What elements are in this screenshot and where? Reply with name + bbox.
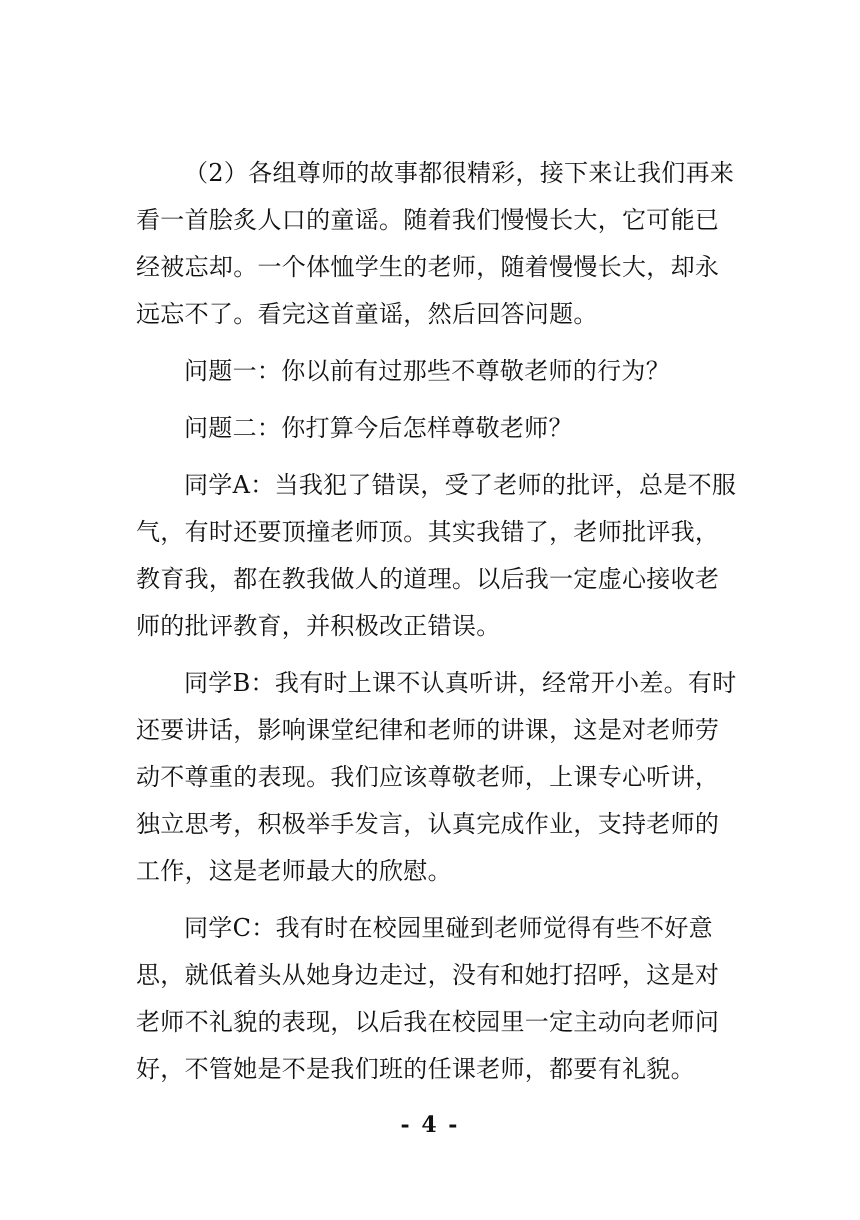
text-line: （2）各组尊师的故事都很精彩，接下来让我们再来	[184, 159, 735, 187]
text-line: 经被忘却。一个体恤学生的老师，随着慢慢长大，却永	[136, 253, 720, 281]
paragraph-student-b	[136, 660, 746, 895]
text-line: 气，有时还要顶撞老师顶。其实我错了，老师批评我，	[136, 518, 720, 546]
paragraph-spacer	[136, 452, 746, 462]
page-number: - 4 -	[400, 1112, 460, 1138]
text-line: 远忘不了。看完这首童谣，然后回答问题。	[136, 300, 598, 328]
paragraph-question-one	[136, 348, 746, 395]
paragraph-spacer	[136, 338, 746, 348]
text-line: 老师不礼貌的表现，以后我在校园里一定主动向老师问	[136, 1008, 720, 1036]
paragraph-spacer	[136, 395, 746, 405]
text-line: 同学B：我有时上课不认真听讲，经常开小差。有时	[184, 669, 737, 697]
text-line: 还要讲话，影响课堂纪律和老师的讲课，这是对老师劳	[136, 716, 720, 744]
text-line: 教育我，都在教我做人的道理。以后我一定虚心接收老	[136, 565, 720, 593]
text-line: 动不尊重的表现。我们应该尊敬老师，上课专心听讲，	[136, 763, 720, 791]
paragraph-spacer	[136, 650, 746, 660]
text-line: 独立思考，积极举手发言，认真完成作业，支持老师的	[136, 810, 720, 838]
paragraph-student-a	[136, 462, 746, 650]
paragraph-question-two	[136, 405, 746, 452]
text-line: 问题一：你以前有过那些不尊敬老师的行为？	[184, 357, 670, 385]
paragraph-student-c	[136, 905, 746, 1093]
text-line: 思，就低着头从她身边走过，没有和她打招呼，这是对	[136, 961, 720, 989]
paragraph-intro	[136, 150, 746, 338]
text-line: 看一首脍炙人口的童谣。随着我们慢慢长大，它可能已	[136, 206, 720, 234]
text-line: 工作，这是老师最大的欣慰。	[136, 857, 452, 885]
text-line: 问题二：你打算今后怎样尊敬老师？	[184, 414, 573, 442]
text-line: 同学C：我有时在校园里碰到老师觉得有些不好意	[184, 914, 713, 942]
document-body	[136, 150, 746, 1093]
text-line: 好，不管她是不是我们班的任课老师，都要有礼貌。	[136, 1055, 695, 1083]
text-line: 师的批评教育，并积极改正错误。	[136, 612, 501, 640]
text-line: 同学A：当我犯了错误，受了老师的批评，总是不服	[184, 471, 737, 499]
paragraph-spacer	[136, 895, 746, 905]
